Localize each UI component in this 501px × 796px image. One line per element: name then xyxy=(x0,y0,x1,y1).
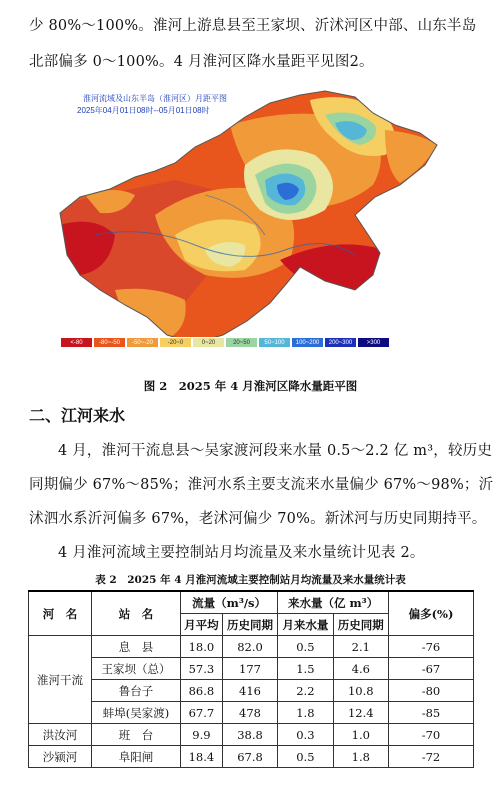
legend-item: 0~20 xyxy=(192,337,225,348)
cell-flow-hist: 38.8 xyxy=(222,724,277,746)
paragraph-2-line-3: 沭泗水系沂河偏多 67%，老沭河偏少 70%。新沭河与历史同期持平。 xyxy=(29,511,487,527)
cell-volume-hist: 4.6 xyxy=(333,658,388,680)
cell-volume-hist: 10.8 xyxy=(333,680,388,702)
cell-flow-hist: 177 xyxy=(222,658,277,680)
table-row xyxy=(29,702,474,724)
table-row xyxy=(29,680,474,702)
legend-item: <-80 xyxy=(60,337,93,348)
cell-volume: 0.3 xyxy=(278,724,333,746)
precipitation-anomaly-map xyxy=(55,85,445,360)
cell-flow: 86.8 xyxy=(181,680,223,702)
section-heading: 二、江河来水 xyxy=(29,406,126,425)
cell-volume-hist: 1.0 xyxy=(333,724,388,746)
cell-flow: 67.7 xyxy=(181,702,223,724)
paragraph-1-line-2: 北部偏多 0～100%。4 月淮河区降水量距平见图2。 xyxy=(29,54,374,70)
cell-deviation: -70 xyxy=(389,724,474,746)
map-title: 淮河流域及山东半岛（淮河区）月距平图 xyxy=(83,94,227,103)
cell-station: 班 台 xyxy=(92,724,181,746)
paragraph-1-line-1: 少 80%～100%。淮河上游息县至王家坝、沂沭河区中部、山东半岛 xyxy=(29,18,477,34)
header-flow: 流量（m³/s） xyxy=(181,591,278,614)
map-legend xyxy=(60,337,390,348)
legend-item: 100~200 xyxy=(291,337,324,348)
cell-volume: 2.2 xyxy=(278,680,333,702)
cell-river: 淮河干流 xyxy=(29,636,92,724)
cell-volume-hist: 12.4 xyxy=(333,702,388,724)
figure-caption: 图 2 2025 年 4 月淮河区降水量距平图 xyxy=(143,379,358,393)
cell-deviation: -80 xyxy=(389,680,474,702)
cell-volume: 0.5 xyxy=(278,746,333,768)
cell-flow: 18.0 xyxy=(181,636,223,658)
paragraph-3: 4 月淮河流域主要控制站月均流量及来水量统计见表 2。 xyxy=(58,545,425,561)
map-subtitle: 2025年04月01日08时--05月01日08时 xyxy=(77,106,210,115)
cell-volume: 0.5 xyxy=(278,636,333,658)
table-row xyxy=(29,658,474,680)
header-monthly-avg: 月平均 xyxy=(181,614,223,636)
cell-flow: 18.4 xyxy=(181,746,223,768)
cell-station: 息 县 xyxy=(92,636,181,658)
header-hist-vol: 历史同期 xyxy=(333,614,388,636)
table-row xyxy=(29,636,474,658)
paragraph-2-line-2: 同期偏少 67%～85%；淮河水系主要支流来水量偏少 67%～98%；沂 xyxy=(29,477,494,493)
cell-station: 蚌埠(吴家渡) xyxy=(92,702,181,724)
legend-item: >300 xyxy=(357,337,390,348)
legend-item: 50~100 xyxy=(258,337,291,348)
table-caption: 表 2 2025 年 4 月淮河流域主要控制站月均流量及来水量统计表 xyxy=(95,574,406,586)
cell-flow-hist: 478 xyxy=(222,702,277,724)
cell-station: 鲁台子 xyxy=(92,680,181,702)
legend-item: 200~300 xyxy=(324,337,357,348)
cell-flow-hist: 67.8 xyxy=(222,746,277,768)
legend-item: -20~0 xyxy=(159,337,192,348)
cell-volume: 1.5 xyxy=(278,658,333,680)
table-body xyxy=(29,636,474,768)
legend-item: -50~-20 xyxy=(126,337,159,348)
header-hist-avg: 历史同期 xyxy=(222,614,277,636)
cell-deviation: -76 xyxy=(389,636,474,658)
cell-flow-hist: 416 xyxy=(222,680,277,702)
cell-deviation: -72 xyxy=(389,746,474,768)
cell-river: 沙颍河 xyxy=(29,746,92,768)
cell-flow: 57.3 xyxy=(181,658,223,680)
flow-statistics-table xyxy=(28,590,474,768)
map-image xyxy=(55,85,445,360)
cell-station: 王家坝（总） xyxy=(92,658,181,680)
cell-volume: 1.8 xyxy=(278,702,333,724)
cell-river: 洪汝河 xyxy=(29,724,92,746)
cell-volume-hist: 2.1 xyxy=(333,636,388,658)
legend-item: -80~-50 xyxy=(93,337,126,348)
header-volume: 来水量（亿 m³） xyxy=(278,591,389,614)
cell-flow-hist: 82.0 xyxy=(222,636,277,658)
cell-deviation: -85 xyxy=(389,702,474,724)
table-row xyxy=(29,724,474,746)
cell-station: 阜阳闸 xyxy=(92,746,181,768)
paragraph-2-line-1: 4 月，淮河干流息县～吴家渡河段来水量 0.5～2.2 亿 m³，较历史 xyxy=(58,443,493,459)
header-deviation: 偏多(%) xyxy=(389,591,474,636)
header-monthly-vol: 月来水量 xyxy=(278,614,333,636)
header-station: 站 名 xyxy=(92,591,181,636)
cell-deviation: -67 xyxy=(389,658,474,680)
cell-volume-hist: 1.8 xyxy=(333,746,388,768)
legend-item: 20~50 xyxy=(225,337,258,348)
cell-flow: 9.9 xyxy=(181,724,223,746)
header-river: 河 名 xyxy=(29,591,92,636)
table-row xyxy=(29,746,474,768)
